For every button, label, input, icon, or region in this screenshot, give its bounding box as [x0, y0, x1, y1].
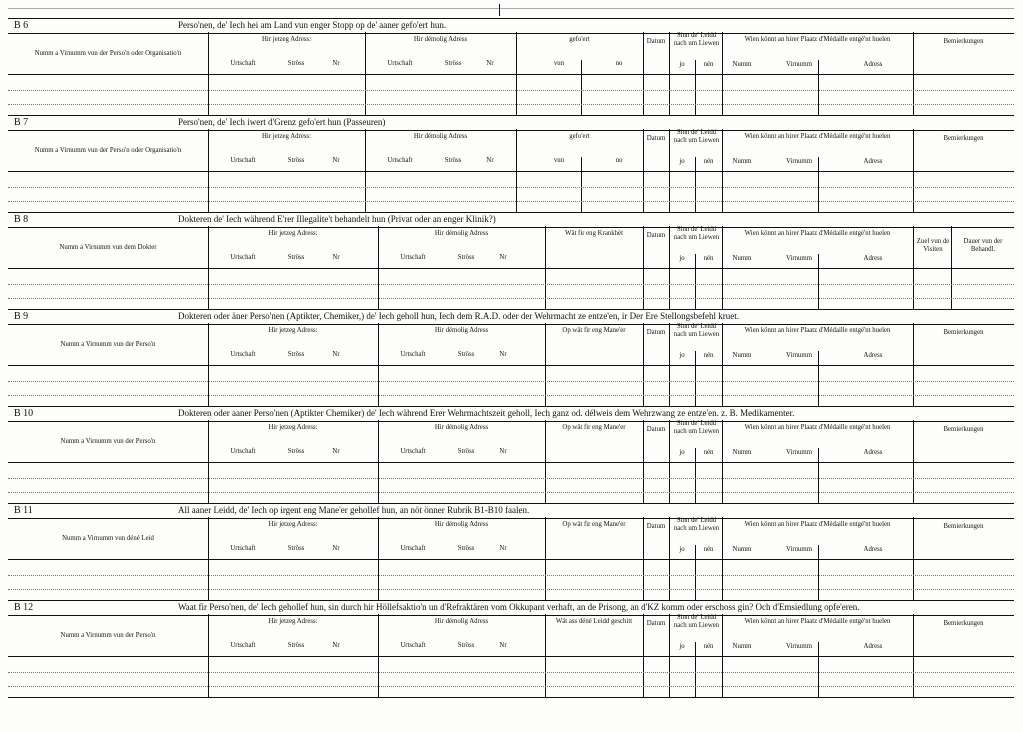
current-address-header: Hir jetzeg Adress: [268, 521, 318, 528]
sub-urtschaft: Urtschaft [230, 642, 256, 649]
header-separator [8, 462, 1014, 463]
description-header: Op wät fir eng Mane'er [562, 327, 626, 334]
sub-adress: Adress [863, 352, 883, 359]
header-separator [8, 171, 1014, 172]
sub-stross: Ströss [287, 545, 305, 552]
datum-header: Datum [646, 426, 666, 433]
sub-stross: Ströss [287, 642, 305, 649]
remarks-header: Bemierkungen [943, 523, 984, 530]
sub-nr: Nr [499, 642, 507, 649]
sub-virnumm: Virnumm [785, 643, 813, 650]
section-code: B 10 [14, 408, 34, 419]
sub-urtschaft: Urtschaft [230, 448, 256, 455]
form-section [8, 212, 1014, 309]
entry-line [8, 90, 1014, 91]
entry-line [8, 686, 1014, 687]
section-table [8, 129, 1014, 213]
sub-stross: Ströss [457, 351, 475, 358]
current-address-header: Hir jetzeg Adress: [268, 424, 318, 431]
section-code: B 7 [14, 117, 29, 128]
section-code: B 6 [14, 20, 29, 31]
form-section [8, 600, 1014, 697]
leidd-status-header: Sinn de' Leidd nach um Liewen [673, 323, 720, 339]
former-address-header: Hir démolig Adress [434, 327, 489, 334]
entry-line [8, 575, 1014, 576]
medal-recipient-header: Wien könnt an hirer Plaatz d'Médaille entgé'nt huelen [744, 618, 891, 625]
sub-nr: Nr [332, 254, 340, 261]
sub-stross: Ströss [287, 254, 305, 261]
remarks-header: Bemierkungen [943, 329, 984, 336]
header-separator [8, 559, 1014, 560]
sub-jo: jo [679, 61, 685, 68]
sub-nr: Nr [332, 642, 340, 649]
sub-nr: Nr [332, 157, 340, 164]
geforet-header: gefo'ert [569, 133, 590, 140]
sub-nr: Nr [499, 254, 507, 261]
entry-line [8, 284, 1014, 285]
sub-virnumm: Virnumm [785, 158, 813, 165]
section-description: All aaner Leidd, de' Iech op irgent eng Mane'er gehollef hun, an nöt önner Rubrik B1-B10 faalen. [178, 505, 530, 515]
fold-mark [499, 4, 500, 16]
leidd-status-header: Sinn de' Leidd nach um Liewen [673, 420, 720, 436]
sub-urtschaft: Urtschaft [230, 157, 256, 164]
former-address-header: Hir démolig Adress [434, 521, 489, 528]
sub-stross: Ströss [444, 157, 462, 164]
sub-stross: Ströss [457, 254, 475, 261]
remarks-header: Bemierkungen [943, 426, 984, 433]
sub-jo: jo [679, 158, 685, 165]
description-header: Op wät fir eng Mane'er [562, 424, 626, 431]
sub-virnumm: Virnumm [785, 61, 813, 68]
sub-adress: Adress [863, 449, 883, 456]
name-column-header: Numm a Virnumm vun der Perso'n [60, 438, 156, 445]
column-divider [581, 157, 582, 212]
current-address-header: Hir jetzeg Adress: [268, 618, 318, 625]
sub-no: no [615, 157, 623, 164]
leidd-status-header: Sinn de' Leidd nach um Liewen [673, 517, 720, 533]
form-section [8, 115, 1014, 212]
entry-line [8, 104, 1014, 105]
sub-nr: Nr [499, 448, 507, 455]
sub-adress: Adress [863, 546, 883, 553]
medal-recipient-header: Wien könnt an hirer Plaatz d'Médaille entgé'nt huelen [744, 327, 891, 334]
sub-stross: Ströss [287, 448, 305, 455]
name-column-header: Numm a Virnumm vun der Perso'n oder Organisatio'n [34, 50, 182, 57]
sub-urtschaft: Urtschaft [387, 60, 413, 67]
entry-line [8, 492, 1014, 493]
entry-line [8, 187, 1014, 188]
form-section [8, 406, 1014, 503]
duration-header: Dauer vun der Behandl. [963, 238, 1003, 254]
medal-recipient-header: Wien könnt an hirer Plaatz d'Médaille entgé'nt huelen [744, 230, 891, 237]
sub-adress: Adress [863, 61, 883, 68]
sub-urtschaft: Urtschaft [400, 545, 426, 552]
section-code: B 12 [14, 602, 34, 613]
datum-header: Datum [646, 523, 666, 530]
sub-stross: Ströss [457, 642, 475, 649]
former-address-header: Hir démolig Adress [413, 133, 468, 140]
sub-stross: Ströss [457, 448, 475, 455]
sub-nen: nén [703, 158, 714, 165]
sub-virnumm: Virnumm [785, 352, 813, 359]
sub-nr: Nr [332, 60, 340, 67]
sub-vun: vun [553, 157, 565, 164]
sub-nen: nén [703, 255, 714, 262]
section-description: Dokteren oder aaner Perso'nen (Aptikter Chemiker) de' Iech während Erer Wehrmachtszeit geholl, Iech ganz od. délweis dem Wehrzwang ze entze'en. z. B. Medikamenter. [178, 408, 795, 418]
medal-recipient-header: Wien könnt an hirer Plaatz d'Médaille entgé'nt huelen [744, 424, 891, 431]
current-address-header: Hir jetzeg Adress: [261, 133, 312, 140]
sub-urtschaft: Urtschaft [387, 157, 413, 164]
sub-stross: Ströss [287, 157, 305, 164]
name-column-header: Numm a Virnumm vun der Perso'n [60, 632, 156, 639]
sub-urtschaft: Urtschaft [400, 351, 426, 358]
sub-numm: Numm [732, 449, 752, 456]
name-column-header: Numm a Virnumm vun der Perso'n oder Organisatio'n [34, 147, 182, 154]
entry-line [8, 201, 1014, 202]
sub-nr: Nr [499, 545, 507, 552]
sub-numm: Numm [732, 61, 752, 68]
former-address-header: Hir démolig Adress [434, 230, 489, 237]
sub-nr: Nr [332, 545, 340, 552]
sub-vun: vun [553, 60, 565, 67]
sub-nen: nén [703, 61, 714, 68]
datum-header: Datum [646, 232, 666, 239]
section-description: Perso'nen, de' Iech iwert d'Grenz gefo'ert hun (Passeuren) [178, 117, 386, 127]
datum-header: Datum [646, 38, 666, 45]
medal-recipient-header: Wien könnt an hirer Plaatz d'Médaille entgé'nt huelen [744, 36, 891, 43]
sub-numm: Numm [732, 546, 752, 553]
sub-numm: Numm [732, 255, 752, 262]
sub-nen: nén [703, 449, 714, 456]
sub-numm: Numm [732, 158, 752, 165]
sub-urtschaft: Urtschaft [230, 351, 256, 358]
sub-jo: jo [679, 449, 685, 456]
entry-line [8, 395, 1014, 396]
sub-numm: Numm [732, 352, 752, 359]
sub-urtschaft: Urtschaft [400, 642, 426, 649]
leidd-status-header: Sinn de' Leidd nach um Liewen [673, 226, 720, 242]
leidd-status-header: Sinn de' Leidd nach um Liewen [673, 32, 720, 48]
sub-urtschaft: Urtschaft [230, 60, 256, 67]
sub-jo: jo [679, 546, 685, 553]
sub-urtschaft: Urtschaft [400, 254, 426, 261]
header-separator [8, 656, 1014, 657]
remarks-header: Bemierkungen [943, 38, 984, 45]
section-table [8, 32, 1014, 116]
section-code: B 9 [14, 311, 29, 322]
visits-header: Zuel vun de Visiten [916, 238, 950, 254]
sub-adress: Adress [863, 158, 883, 165]
sub-nr: Nr [332, 448, 340, 455]
sub-virnumm: Virnumm [785, 449, 813, 456]
column-divider [581, 60, 582, 115]
entry-line [8, 298, 1014, 299]
description-header: Wät ass déné Leidd geschitt [555, 618, 633, 625]
sub-urtschaft: Urtschaft [400, 448, 426, 455]
current-address-header: Hir jetzeg Adress: [268, 230, 318, 237]
name-column-header: Numm a Virnumm vun der Perso'n [60, 341, 156, 348]
description-header: Op wät fir eng Mane'er [562, 521, 626, 528]
remarks-header: Bemierkungen [943, 620, 984, 627]
sub-virnumm: Virnumm [785, 255, 813, 262]
form-section [8, 503, 1014, 600]
header-separator [8, 365, 1014, 366]
entry-line [8, 672, 1014, 673]
sub-adress: Adress [863, 255, 883, 262]
header-separator [8, 74, 1014, 75]
description-header: Wät fir eng Krankhét [565, 230, 623, 237]
former-address-header: Hir démolig Adress [434, 618, 489, 625]
geforet-header: gefo'ert [569, 36, 590, 43]
sub-urtschaft: Urtschaft [230, 545, 256, 552]
section-table [8, 420, 1014, 504]
former-address-header: Hir démolig Adress [434, 424, 489, 431]
sub-stross: Ströss [457, 545, 475, 552]
medal-recipient-header: Wien könnt an hirer Plaatz d'Médaille entgé'nt huelen [744, 521, 891, 528]
entry-line [8, 589, 1014, 590]
datum-header: Datum [646, 620, 666, 627]
section-table [8, 517, 1014, 601]
current-address-header: Hir jetzeg Adress: [261, 36, 312, 43]
sub-nr: Nr [486, 157, 494, 164]
leidd-status-header: Sinn de' Leidd nach um Liewen [673, 129, 720, 145]
datum-header: Datum [646, 135, 666, 142]
sub-virnumm: Virnumm [785, 546, 813, 553]
section-description: Waat fir Perso'nen, de' Iech gehollef hun, sin durch hir Höllefsaktio'n un d'Refraktären vom Okkupant verhaft, an de Prisong, an d'KZ komm oder erschoss gin? Och d'Emsiedlung opfe'eren. [178, 602, 860, 612]
sub-adress: Adress [863, 643, 883, 650]
sub-jo: jo [679, 352, 685, 359]
questionnaire-form [8, 18, 1014, 697]
section-code: B 8 [14, 214, 29, 225]
sub-nr: Nr [499, 351, 507, 358]
sub-stross: Ströss [287, 60, 305, 67]
leidd-status-header: Sinn de' Leidd nach um Liewen [673, 614, 720, 630]
section-description: Perso'nen, de' Iech hei am Land vun enger Stopp op de' aaner gefo'ert hun. [178, 20, 447, 30]
sub-numm: Numm [732, 643, 752, 650]
section-description: Dokteren oder äner Perso'nen (Aptikter, Chemiker,) de' Iech geholl hun, Iech dem R.A.D. oder der Wehrmacht ze entze'en, ir Der Ere Stellongsbefehl kruet. [178, 311, 740, 321]
datum-header: Datum [646, 329, 666, 336]
sub-jo: jo [679, 255, 685, 262]
medal-recipient-header: Wien könnt an hirer Plaatz d'Médaille entgé'nt huelen [744, 133, 891, 140]
sub-stross: Ströss [444, 60, 462, 67]
name-column-header: Numm a Virnumm vun dem Dokter [59, 244, 157, 251]
sub-jo: jo [679, 643, 685, 650]
sub-nen: nén [703, 643, 714, 650]
former-address-header: Hir démolig Adress [413, 36, 468, 43]
entry-line [8, 478, 1014, 479]
sub-nen: nén [703, 546, 714, 553]
entry-line [8, 381, 1014, 382]
sub-urtschaft: Urtschaft [230, 254, 256, 261]
section-table [8, 614, 1014, 698]
section-code: B 11 [14, 505, 33, 516]
section-table [8, 226, 1014, 310]
sub-nr: Nr [486, 60, 494, 67]
remarks-header: Bemierkungen [943, 135, 984, 142]
page-edge [8, 8, 1014, 9]
section-description: Dokteren de' Iech während E'rer Illegalite't behandelt hun (Privat oder an enger Klinik?) [178, 214, 496, 224]
form-section [8, 18, 1014, 115]
section-table [8, 323, 1014, 407]
sub-stross: Ströss [287, 351, 305, 358]
current-address-header: Hir jetzeg Adress: [268, 327, 318, 334]
name-column-header: Numm a Virnumm vun déné Leid [62, 535, 154, 542]
form-section [8, 309, 1014, 406]
sub-nen: nén [703, 352, 714, 359]
header-separator [8, 268, 1014, 269]
sub-no: no [615, 60, 623, 67]
sub-nr: Nr [332, 351, 340, 358]
